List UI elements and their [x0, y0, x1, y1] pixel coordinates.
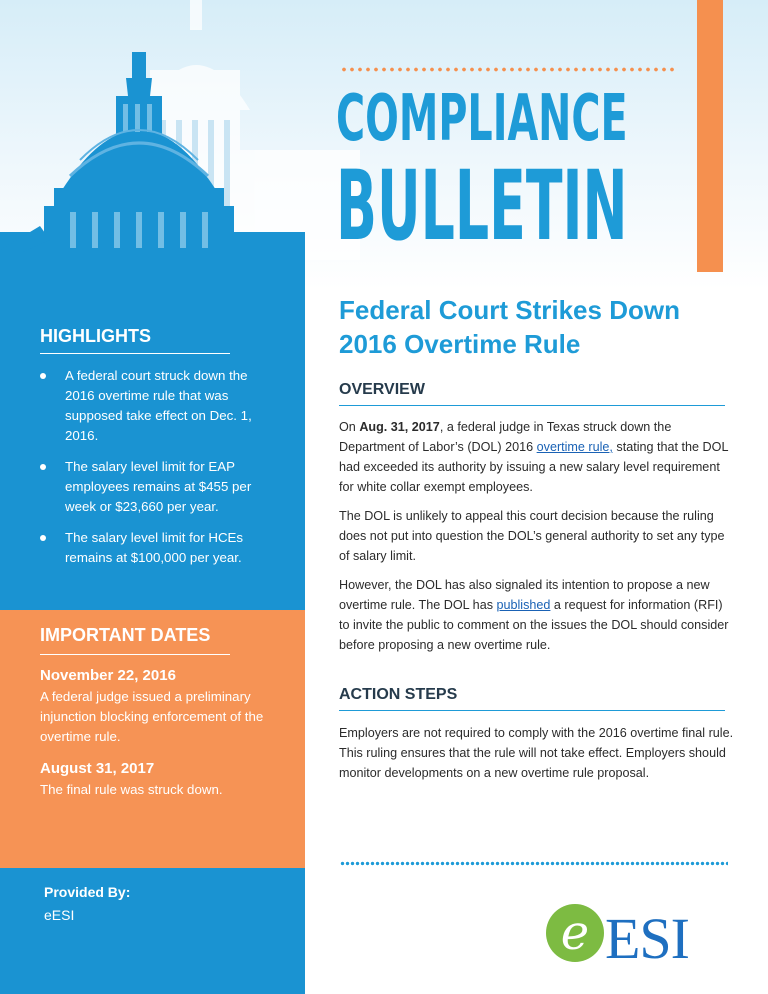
bullet-icon — [40, 535, 46, 541]
eesi-logo — [545, 898, 715, 968]
action-steps-heading: ACTION STEPS — [339, 686, 458, 703]
important-dates-heading: IMPORTANT DATES — [40, 625, 211, 645]
provided-by-value: eESI — [44, 907, 75, 923]
overview-paragraph-2: The DOL is unlikely to appeal this court decision because the ruling does not put into question the DOL’s general authority to set any type of salary limit. — [339, 509, 725, 563]
bullet-icon — [40, 464, 46, 470]
overview-heading: OVERVIEW — [339, 381, 425, 398]
bullet-icon — [40, 373, 46, 379]
list-item: The salary level limit for EAP employees remains at $455 per week or $23,660 per year. — [40, 457, 266, 517]
article-headline — [339, 293, 739, 361]
logo-wordmark: ESI — [605, 906, 689, 968]
headline-line: 2016 Overtime Rule — [339, 329, 581, 359]
logo-letter-e: e — [560, 905, 590, 961]
overtime-rule-link[interactable]: overtime rule, — [536, 440, 613, 454]
list-item: The salary level limit for HCEs remains at $100,000 per year. — [40, 528, 266, 568]
blue-dotted-rule — [340, 861, 728, 866]
important-dates-divider — [40, 654, 230, 655]
headline-line: Federal Court Strikes Down — [339, 295, 680, 325]
list-item: A federal court struck down the 2016 overtime rule that was supposed take effect on Dec. 1, 2016. — [40, 366, 266, 446]
orange-dotted-rule — [340, 67, 678, 72]
provided-by-label: Provided By: — [44, 884, 131, 900]
highlights-heading: HIGHLIGHTS — [40, 326, 151, 346]
bulletin-title-bulletin: BULLETIN — [336, 150, 628, 262]
overview-paragraph-1: On Aug. 31, 2017, a federal judge in Texas struck down the Department of Labor’s (DOL) 2016 overtime rule, stating that the DOL had exceeded its authority by issuing a new salary level requirement for white collar exempt employees. — [339, 420, 728, 494]
action-steps-divider — [339, 710, 725, 711]
date-description: A federal judge issued a preliminary injunction blocking enforcement of the overtime rule. — [40, 689, 264, 744]
highlights-list — [40, 366, 266, 579]
header-artwork — [0, 0, 768, 290]
bulletin-title-compliance: COMPLIANCE — [336, 82, 628, 156]
date-description: The final rule was struck down. — [40, 782, 223, 797]
date-title: November 22, 2016 — [40, 667, 176, 684]
published-link[interactable]: published — [496, 598, 551, 612]
overview-divider — [339, 405, 725, 406]
orange-accent-bar — [697, 0, 723, 272]
highlights-divider — [40, 353, 230, 354]
date-title: August 31, 2017 — [40, 760, 155, 777]
overview-paragraph-3: However, the DOL has also signaled its intention to propose a new overtime rule. The DOL has published a request for information (RFI) to invite the public to comment on the issues the DOL should consider before proposing a new overtime rule. — [339, 578, 729, 652]
action-steps-paragraph: Employers are not required to comply with the 2016 overtime final rule. This ruling ensures that the rule will not take effect. Employers should monitor developments on a new overtime rule proposal. — [339, 726, 734, 780]
